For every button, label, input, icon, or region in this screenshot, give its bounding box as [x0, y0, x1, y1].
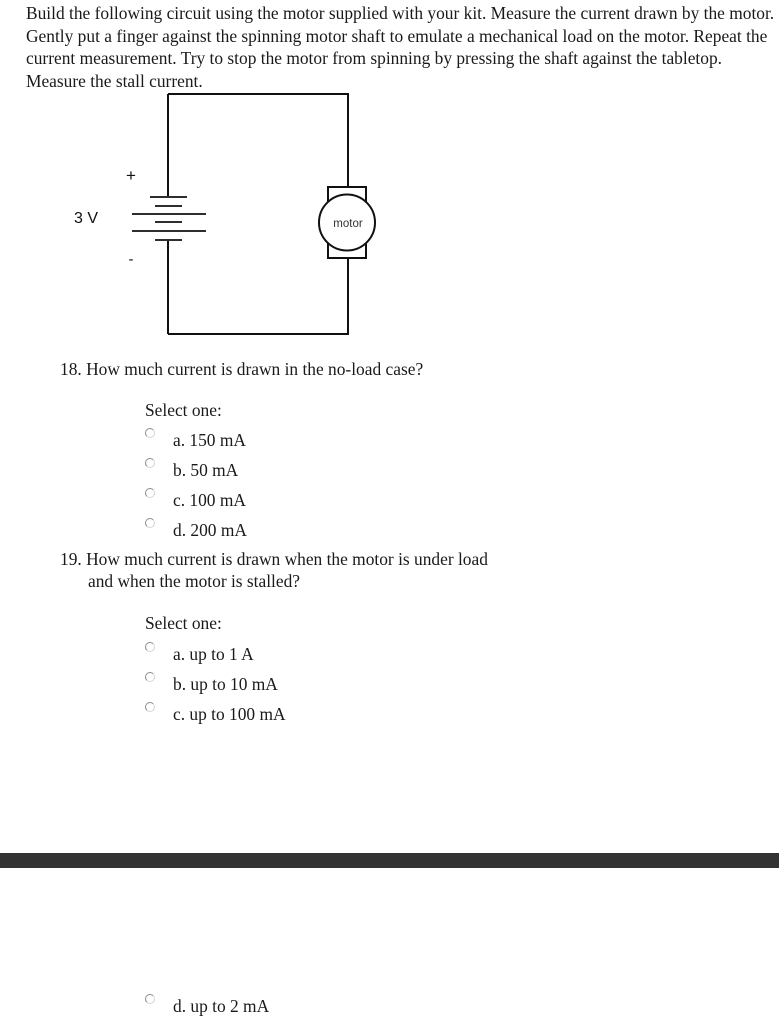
question-19-line1: 19. How much current is drawn when the motor is under load [60, 549, 488, 569]
battery-symbol [132, 197, 206, 240]
radio-button-icon[interactable] [145, 488, 155, 498]
circuit-diagram [0, 0, 779, 360]
radio-button-icon[interactable] [145, 458, 155, 468]
question-19 [60, 548, 488, 592]
q18-option-d[interactable] [145, 518, 247, 542]
radio-button-icon[interactable] [145, 642, 155, 652]
q18-option-d-label: d. 200 mA [173, 519, 247, 540]
q18-option-b[interactable] [145, 458, 238, 482]
plus-sign: + [126, 166, 136, 185]
q18-option-c[interactable] [145, 488, 246, 512]
question-18-text: 18. How much current is drawn in the no-load case? [60, 359, 424, 379]
motor-label: motor [333, 218, 363, 230]
q18-select-label: Select one: [145, 400, 222, 420]
question-19-line2: and when the motor is stalled? [88, 571, 301, 591]
instructions-text: Build the following circuit using the motor supplied with your kit. Measure the current drawn by the motor. Gently put a finger against the spinning motor shaft to emulate a mechanical load on the motor. Repeat the current measurement. Try to stop the motor from spinning by pressing the shaft against the tabletop. Measure the stall current. [26, 3, 775, 91]
q19-option-c[interactable] [145, 702, 286, 726]
page-divider-bar [0, 853, 779, 868]
q19-option-b[interactable] [145, 672, 278, 696]
q19-select-label: Select one: [145, 613, 222, 633]
q18-option-a-label: a. 150 mA [173, 429, 246, 450]
q18-option-a[interactable] [145, 428, 246, 452]
question-18 [60, 358, 423, 380]
q19-option-d[interactable] [145, 994, 269, 1018]
q19-option-c-label: c. up to 100 mA [173, 703, 286, 724]
q19-option-b-label: b. up to 10 mA [173, 673, 278, 694]
minus-sign: - [128, 251, 134, 268]
q18-option-c-label: c. 100 mA [173, 489, 246, 510]
q19-option-a[interactable] [145, 642, 254, 666]
battery-voltage-label: 3 V [73, 210, 99, 227]
radio-button-icon[interactable] [145, 994, 155, 1004]
q18-option-b-label: b. 50 mA [173, 459, 239, 480]
radio-button-icon[interactable] [145, 672, 155, 682]
radio-button-icon[interactable] [145, 702, 155, 712]
radio-button-icon[interactable] [145, 428, 155, 438]
q19-option-a-label: a. up to 1 A [173, 643, 254, 664]
q19-option-d-label: d. up to 2 mA [173, 995, 270, 1016]
radio-button-icon[interactable] [145, 518, 155, 528]
